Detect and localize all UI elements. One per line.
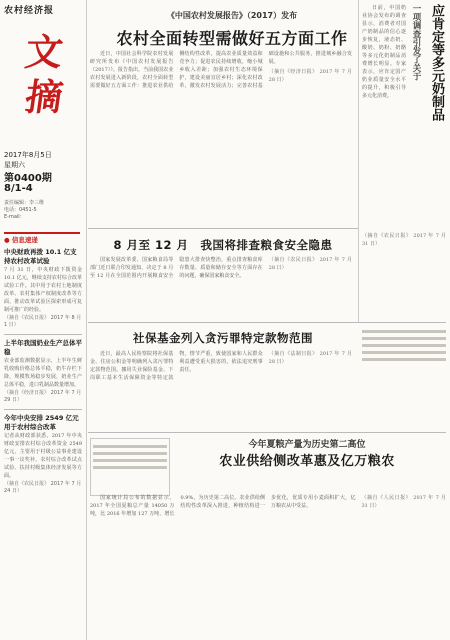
sidebar-divider [4,334,82,335]
article4-title: 农业供给侧改革惠及亿万粮农 [219,454,395,469]
article2-divider [88,322,446,323]
article4-body [90,494,446,634]
right-column-body-cont [362,232,446,322]
lead-source: （摘自《经济日报》 2017 年 7 月 28 日） [268,69,352,83]
sidebar-item-title: 中央财政再拨 10.1 亿支持农村改革试验 [4,248,77,265]
lead-body-text: 近日，中国社会科学院农村发展研究所发布《中国农村发展报告（2017）》。报告指出，当前我国农业农村发展进入新阶段，农村全面转型需要做好五方面工作：推进农业供给侧结构性改革，提高农业质量效益和竞争力；促进农民持续增收，缩小城乡收入差距；加强农村生态环境保护，建设美丽宜居乡村；深化农村改革，激发农村发展活力；完善农村基础设施和公共服务，推进城乡融合发展。 [90,51,352,89]
sidebar-item-title: 今年中央安排 2549 亿元用于农村综合改革 [4,414,79,431]
article2-source: （摘自《农民日报》 2017 年 7 月 28 日） [268,257,352,271]
article4-body-text: 国家统计局公布的数据显示，2017 年全国夏粮总产量 14050 万吨，比 2016 年增加 127 万吨，增长 0.9%，为历史第二高位。农业供给侧结构性改革深入推进，种植结构进一步优化，优质专用小麦面积扩大，亿万粮农从中受益。 [90,495,356,517]
article4-intro-box [90,438,170,496]
sidebar-item-title: 上半年我国奶业生产总体平稳 [4,339,82,356]
right-lower-body [362,326,446,426]
issue-editor: 责任编辑：李三维 [4,200,45,206]
article2-body-text: 国家发展改革委、国家粮食局等部门近日联合印发通知，决定于 8 月至 12 月在全国范围内开展粮食安全隐患大排查快整治，重点排查粮食库存数量、质量和储存安全等方面存在的问题，确保国家粮食安全。 [90,257,263,279]
right-column-text: 日前，中国奶业协会发布的调查显示，消费者对国产奶制品的信心逐步恢复，液态奶、酸奶、奶粉、奶酪等多元化奶制品消费增长明显。专家表示，应肯定国产奶业质量安全水平的提升，积极引导多元化消费。 [362,5,406,99]
sidebar-item-body: 7 月 31 日，中央财政下拨资金 10.1 亿元，继续支持农村综合改革试验工作。其中用于农村土地制度改革、农村集体产权制度改革等方面，推动改革试验区探索形成可复制可推广的经验。 [4,267,82,313]
right-vertical-kicker: 一项调查引发了关于 [411,4,421,81]
sidebar-item [4,339,82,403]
text-line [93,452,167,455]
article3-body-text: 近日，最高人民检察院将社保基金、住房公积金等明确列入贪污罪特定款物范围。挪用失业保险基金、下岗职工基本生活保障资金等特定款物，情节严重，致使国家和人民群众利益遭受重大损害的，依法追究刑事责任。 [90,351,263,381]
text-line [362,358,446,361]
article2-body [90,256,352,318]
sidebar-item-body: 记者从财政部获悉，2017 年中央财政安排农村综合改革资金 2549 亿元，主要用于村级公益事业建设一事一议奖补、农村综合改革试点试验、扶持村级集体经济发展等方面。 [4,433,82,479]
issue-info [4,150,82,221]
left-column-divider [86,0,87,640]
lead-title: 农村全面转型需做好五方面工作 [116,29,348,48]
right-column-body [362,4,406,228]
lead-divider [88,228,358,229]
text-line [93,459,167,462]
issue-number: 第0400期 [4,173,52,184]
sidebar-item-source: （摘自《农民日报》 2017 年 7 月 24 日） [4,481,82,494]
sidebar-item-source: （摘自《农民日报》 2017 年 8 月 1 日） [4,315,82,328]
article3-source: （摘自《法制日报》 2017 年 7 月 28 日） [268,351,352,365]
sidebar-rule [4,232,80,234]
text-line [362,330,446,333]
right-vertical-title: 应肯定等多元奶制品 [429,4,444,121]
lead-kicker: 《中国农村发展报告》（2017）发布 [166,11,298,20]
article2-title: 8 月至 12 月 我国将排查粮食安全隐患 [113,238,333,252]
sidebar-item-body: 农业部监测数据显示，上半年生鲜乳收购价格总体平稳，奶牛存栏下降，规模牧场稳步发展，奶业生产总体平稳，进口乳制品数量增加。 [4,358,82,388]
text-line [362,351,446,354]
right-column-source: （摘自《农民日报》 2017 年 7 月 31 日） [362,233,446,247]
article3-body [90,350,352,430]
text-line [362,337,446,340]
sidebar-item [4,248,82,328]
sidebar-divider [4,409,82,410]
issue-pages: 8/1-4 [4,183,33,194]
text-line [93,445,167,448]
text-line [362,344,446,347]
article3-title: 社保基金列入贪污罪特定款物范围 [133,331,313,345]
text-line [93,466,167,469]
sidebar-item [4,414,82,494]
sidebar [4,236,82,636]
lead-body [90,50,352,222]
right-column-divider [358,0,359,322]
article3-divider [88,432,446,433]
issue-weekday: 星期六 [4,161,25,169]
article4-intro [93,441,167,493]
article4-kicker: 今年夏粮产量为历史第二高位 [248,440,366,450]
section-logo [8,30,80,140]
article4-source: （摘自《人民日报》 2017 年 7 月 31 日） [361,495,446,509]
issue-date: 2017年8月5日 [4,151,52,159]
issue-phone: 电话：0451-5 [4,207,37,213]
masthead: 农村经济报 [4,6,55,15]
logo-char-1: 文 [22,30,66,74]
logo-char-2: 摘 [22,75,66,119]
issue-email: E-mail： [4,214,25,220]
sidebar-head: ● 信息速递 [4,236,38,244]
sidebar-item-source: （摘自《经济日报》 2017 年 7 月 29 日） [4,390,82,403]
